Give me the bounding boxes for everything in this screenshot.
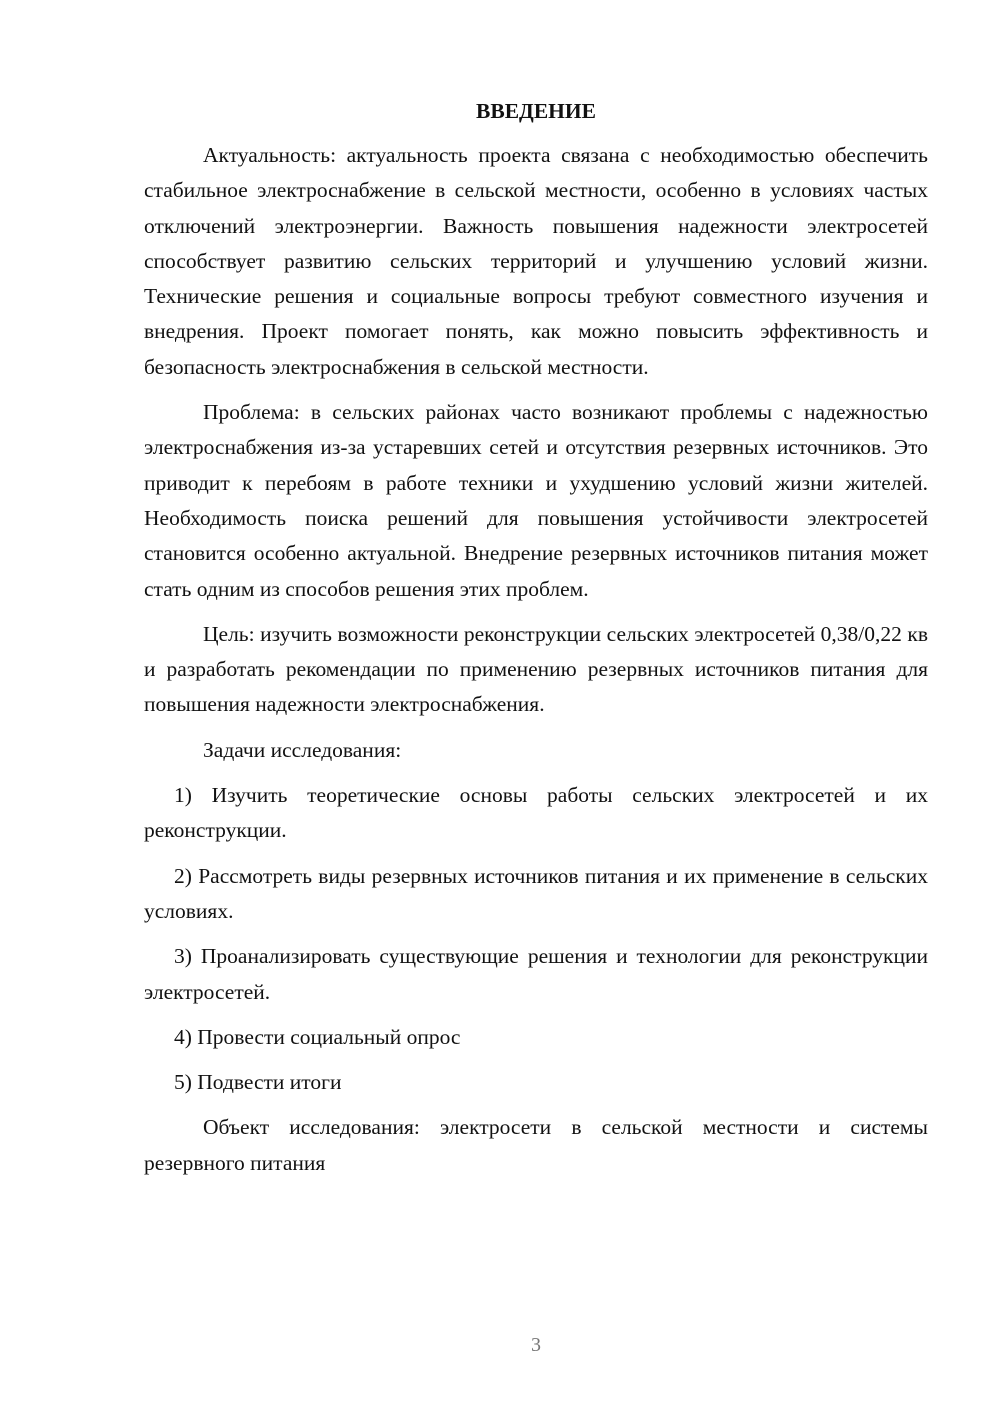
list-item-task-3: 3) Проанализировать существующие решения и технологии для реконструкции электросетей. bbox=[144, 944, 928, 1004]
paragraph-problem: Проблема: в сельских районах часто возникают проблемы с надежностью электроснабжения из-за устаревших сетей и отсутствия резервных источников. Это приводит к перебоям в работе техники и ухудшению условий жизни жителей. Необходимость поиска решений для повышения устойчивости электросетей становится особенно актуальной. Внедрение резервных источников питания может стать одним из способов решения этих проблем. bbox=[144, 400, 928, 601]
list-item-task-1: 1) Изучить теоретические основы работы сельских электросетей и их реконструкции. bbox=[144, 783, 928, 843]
paragraph-research-object: Объект исследования: электросети в сельской местности и системы резервного питания bbox=[144, 1115, 928, 1175]
section-title: ВВЕДЕНИЕ bbox=[476, 99, 596, 123]
list-item-task-4: 4) Провести социальный опрос bbox=[174, 1024, 461, 1049]
page-number: 3 bbox=[531, 1334, 541, 1356]
list-item-task-5: 5) Подвести итоги bbox=[174, 1070, 342, 1095]
document-body bbox=[144, 96, 928, 1191]
paragraph-tasks-heading: Задачи исследования: bbox=[203, 737, 402, 762]
paragraph-goal: Цель: изучить возможности реконструкции сельских электросетей 0,38/0,22 кв и разработать рекомендации по применению резервных источников питания для повышения надежности электроснабжения. bbox=[144, 621, 928, 717]
paragraph-relevance: Актуальность: актуальность проекта связана с необходимостью обеспечить стабильное электроснабжение в сельской местности, особенно в условиях частых отключений электроэнергии. Важность повышения надежности электросетей способствует развитию сельских территорий и улучшению условий жизни. Технические решения и социальные вопросы требуют совместного изучения и внедрения. Проект помогает понять, как можно повысить эффективность и безопасность электроснабжения в сельской местности. bbox=[144, 143, 928, 379]
list-item-task-2: 2) Рассмотреть виды резервных источников питания и их применение в сельских условиях. bbox=[144, 863, 928, 923]
